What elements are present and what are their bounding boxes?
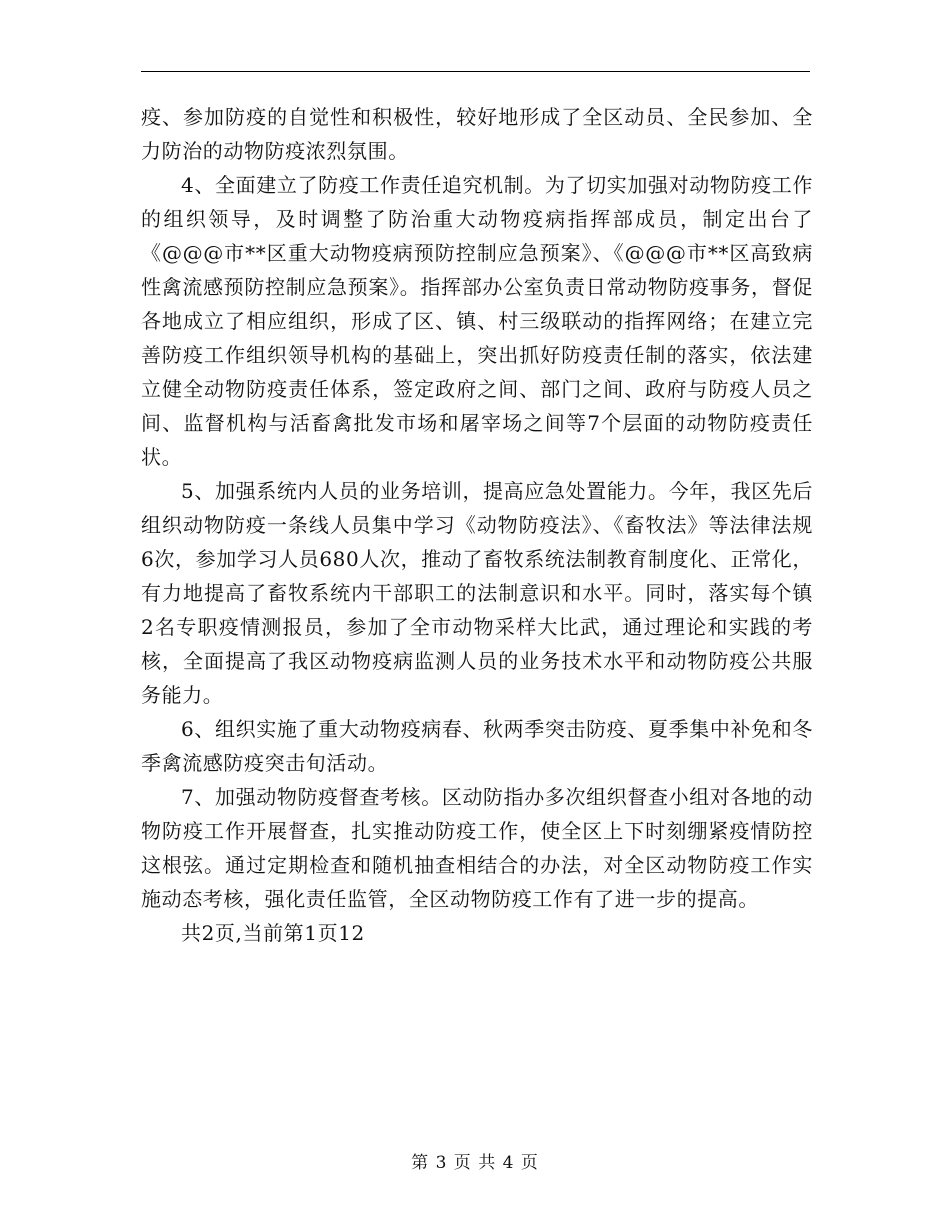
document-body xyxy=(141,100,813,950)
paragraph-item-4: 4、全面建立了防疫工作责任追究机制。为了切实加强对动物防疫工作的组织领导，及时调整了防治重大动物疫病指挥部成员，制定出台了《@@@市**区重大动物疫病预防控制应急预案》、《@@@市**区高致病性禽流感预防控制应急预案》。指挥部办公室负责日常动物防疫事务，督促各地成立了相应组织，形成了区、镇、村三级联动的指挥网络；在建立完善防疫工作组织领导机构的基础上，突出抓好防疫责任制的落实，依法建立健全动物防疫责任体系，签定政府之间、部门之间、政府与防疫人员之间、监督机构与活畜禽批发市场和屠宰场之间等7个层面的动物防疫责任状。 xyxy=(141,173,813,469)
page-footer xyxy=(0,1151,950,1175)
paragraph-continuation: 疫、参加防疫的自觉性和积极性，较好地形成了全区动员、全民参加、全力防治的动物防疫浓烈氛围。 xyxy=(141,105,813,163)
paragraph-item-7: 7、加强动物防疫督查考核。区动防指办多次组织督查小组对各地的动物防疫工作开展督查，扎实推动防疫工作，使全区上下时刻绷紧疫情防控这根弦。通过定期检查和随机抽查相结合的办法，对全区动物防疫工作实施动态考核，强化责任监管，全区动物防疫工作有了进一步的提高。 xyxy=(141,785,813,911)
paragraph-item-5: 5、加强系统内人员的业务培训，提高应急处置能力。今年，我区先后组织动物防疫一条线人员集中学习《动物防疫法》、《畜牧法》等法律法规6次，参加学习人员680人次，推动了畜牧系统法制教育制度化、正常化，有力地提高了畜牧系统内干部职工的法制意识和水平。同时，落实每个镇2名专职疫情测报员，参加了全市动物采样大比武，通过理论和实践的考核，全面提高了我区动物疫病监测人员的业务技术水平和动物防疫公共服务能力。 xyxy=(141,479,813,707)
header-divider xyxy=(141,71,810,72)
page-number-label: 第 3 页 共 4 页 xyxy=(411,1153,539,1173)
pagination-note: 共2页,当前第1页12 xyxy=(181,921,365,945)
paragraph-item-6: 6、组织实施了重大动物疫病春、秋两季突击防疫、夏季集中补免和冬季禽流感防疫突击旬活动。 xyxy=(141,717,813,775)
